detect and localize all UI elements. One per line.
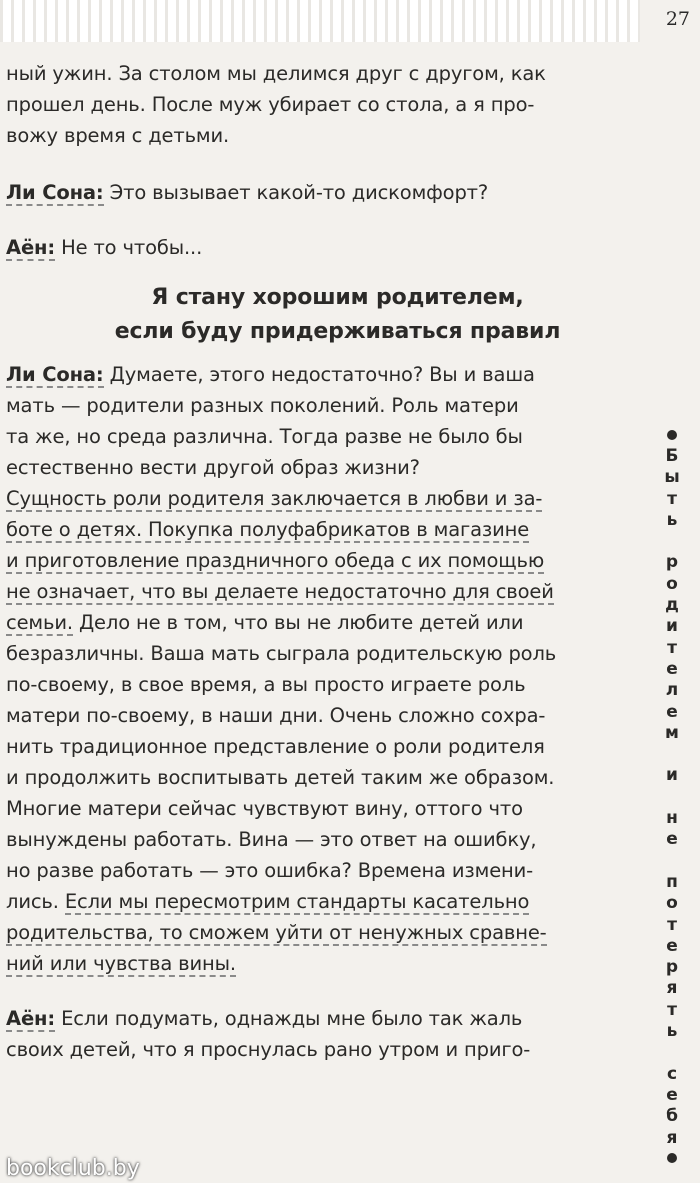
text-line [0,607,625,638]
dialogue-text: Это вызывает какой-то дискомфорт? [109,181,489,204]
text-line: вожу время с детьми. [6,124,230,147]
spine-letter: т [667,488,677,509]
heading-line: Я стану хорошим родителем, [151,285,524,310]
text-line [0,917,625,948]
spine-letter: е [666,1084,678,1105]
spine-letter: б [666,1106,678,1127]
dialogue-line [0,177,625,208]
spine-letter: и [666,616,678,637]
text-line [0,514,625,545]
heading-line: если буду придерживаться правил [114,319,561,344]
text-line: ный ужин. За столом мы делимся друг с другом, как [6,62,546,85]
spine-letter: р [665,552,679,573]
text-line [0,576,625,607]
dialogue-text: Думаете, этого недостаточно? Вы и ваша [109,363,535,386]
spine-letter: т [667,914,677,935]
text-line: и продолжить воспитывать детей таким же образом. [6,766,555,789]
text-line: та же, но среда различна. Тогда разве не было бы [6,425,523,448]
spine-letter: ы [664,467,680,488]
spine-letter: д [665,595,679,616]
spine-letter: и [666,765,678,786]
underlined-text: не означает, что вы делаете недостаточно для своей [6,580,554,603]
text-line: естественно вести другой образ жизни? [6,456,420,479]
spine-letter: о [666,573,678,594]
dialogue-text: Не то чтобы... [61,236,203,259]
plain-text: Дело не в том, что вы не любите детей или [72,611,524,634]
underlined-text: Сущность роли родителя заключается в любви и за- [6,487,543,510]
spine-letter: Б [665,446,679,466]
spine-letter: ь [666,509,678,530]
underlined-text: семьи. [6,611,73,634]
spine-letter: ь [666,1021,678,1042]
text-line: нить традиционное представление о роли родителя [6,735,545,758]
text-line: Многие матери сейчас чувствуют вину, оттого что [6,797,523,820]
text-line [0,545,625,576]
text-line: по-своему, в свое время, а вы просто играете роль [6,673,526,696]
spine-letter: т [667,999,677,1020]
spine-dot-bottom [667,1153,677,1163]
spine-letter: я [666,1127,678,1148]
dialogue-line [0,1003,625,1034]
text-line: но разве работать — это ошибка? Времена измени- [6,859,534,882]
section-heading [0,281,625,349]
text-line [0,483,625,514]
dialogue-line [0,359,625,390]
speaker-name: Ли Сона: [6,363,104,386]
spine-letter: о [666,893,678,914]
underlined-text: ний или чувства вины. [6,952,236,975]
spine-letter: е [666,658,678,679]
speaker-name: Аён: [6,1007,55,1030]
spine-letter: с [666,1063,678,1084]
spine-letter: л [665,680,679,701]
page-number: 27 [665,8,690,30]
plain-text: лись. [6,890,59,913]
speaker-name: Аён: [6,236,55,259]
spine-letter: н [666,808,678,829]
watermark: bookclub.by [6,1156,140,1181]
book-page-text [0,58,625,1065]
text-line [0,886,625,917]
chapter-spine-title [660,428,684,1169]
underlined-text: боте о детях. Покупка полуфабрикатов в магазине [6,518,530,541]
spine-letter: е [666,935,678,956]
text-line: вынуждены работать. Вина — это ответ на ошибку, [6,828,537,851]
spine-letter: п [666,871,678,892]
dialogue-text: Если подумать, однажды мне было так жаль [61,1007,523,1030]
spine-letter: р [665,957,679,978]
underlined-text: Если мы пересмотрим стандарты касательно [64,890,530,913]
spine-letter: е [666,829,678,850]
text-line [0,948,625,979]
spine-letter: т [667,637,677,658]
text-line: прошел день. После муж убирает со стола, а я про- [6,93,535,116]
spine-dot-top [667,430,677,440]
underlined-text: и приготовление праздничного обеда с их помощью [6,549,545,572]
page-top-edge [0,0,640,42]
dialogue-line [0,232,625,263]
spine-letter: е [666,701,678,722]
speaker-name: Ли Сона: [6,181,104,204]
text-line: безразличны. Ваша мать сыграла родительскую роль [6,642,557,665]
text-line: мать — родители разных поколений. Роль матери [6,394,519,417]
spine-letter: м [665,722,679,743]
spine-letter: я [666,978,678,999]
text-line: матери по-своему, в наши дни. Очень сложно сохра- [6,704,546,727]
underlined-text: родительства, то сможем уйти от ненужных сравне- [6,921,547,944]
text-line: своих детей, что я проснулась рано утром и приго- [6,1038,531,1061]
